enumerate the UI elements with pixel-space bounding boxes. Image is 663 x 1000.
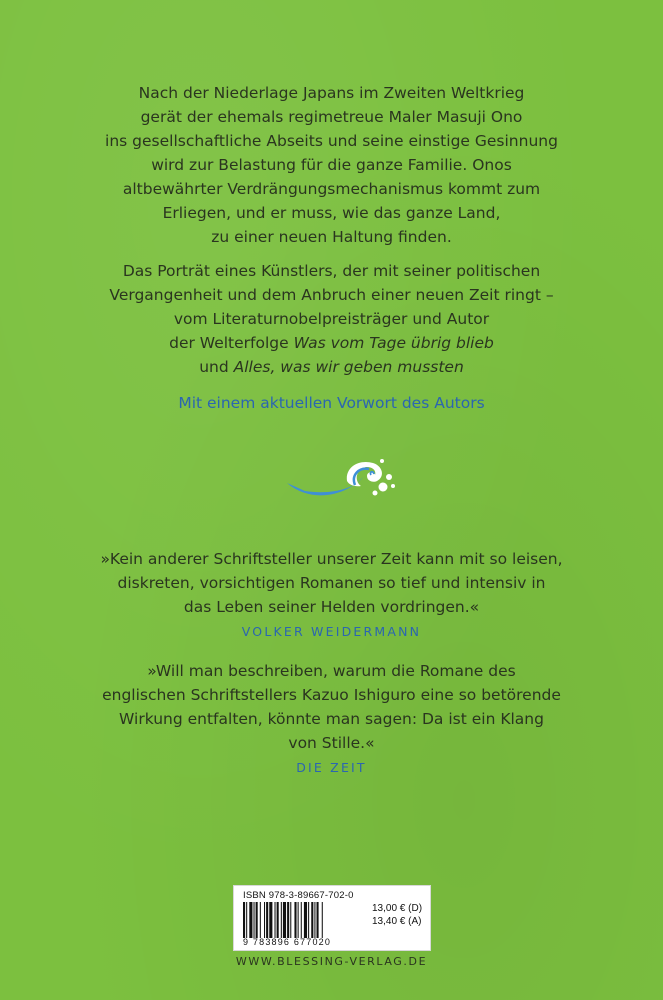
quote-line: »Will man beschreiben, warum die Romane des	[147, 662, 516, 680]
barcode-bar	[266, 902, 268, 938]
quote-line: das Leben seiner Helden vordringen.«	[183, 598, 480, 616]
barcode-bar	[322, 902, 323, 938]
blurb-line: Nach der Niederlage Japans im Zweiten Weltkrieg	[138, 84, 525, 102]
barcode-bar	[275, 902, 276, 938]
barcode-bar	[277, 902, 279, 938]
barcode-bar	[317, 902, 319, 938]
book-title: Was vom Tage übrig blieb	[293, 334, 494, 352]
review-quote-2	[40, 659, 623, 779]
barcode-bar	[314, 902, 315, 938]
quote-line: Wirkung entfalten, könnte man sagen: Da ist ein Klang	[119, 710, 544, 728]
barcode-bar	[269, 902, 272, 938]
blurb-line: Erliegen, und er muss, wie das ganze Land,	[162, 204, 501, 222]
blurb-line: altbewährter Verdrängungsmechanismus kommt zum	[122, 180, 541, 198]
blurb-paragraph-1	[40, 81, 623, 249]
blurb-text: und	[199, 358, 234, 376]
barcode-bar	[254, 902, 255, 938]
price-austria: 13,40 € (A)	[372, 916, 422, 927]
quote-line: diskreten, vorsichtigen Romanen so tief und intensiv in	[117, 574, 546, 592]
barcode-bar	[301, 902, 302, 938]
barcode-bars	[243, 902, 370, 938]
quote-author: VOLKER WEIDERMANN	[241, 624, 422, 639]
price-block	[372, 902, 422, 928]
price-germany: 13,00 € (D)	[372, 903, 423, 914]
quote-line: »Kein anderer Schriftsteller unserer Zeit kann mit so leisen,	[100, 550, 563, 568]
publisher-url[interactable]: WWW.BLESSING-VERLAG.DE	[235, 955, 428, 968]
wave-icon	[285, 455, 400, 505]
review-quote-1	[40, 547, 623, 643]
book-title: Alles, was wir geben mussten	[233, 358, 464, 376]
blurb-line: Das Porträt eines Künstlers, der mit seiner politischen	[122, 262, 541, 280]
barcode-bar	[304, 902, 307, 938]
barcode-bar	[249, 902, 252, 938]
barcode-bar	[283, 902, 286, 938]
barcode-bar	[256, 902, 258, 938]
quote-author: DIE ZEIT	[296, 760, 367, 775]
blurb-text: der Welterfolge	[169, 334, 294, 352]
barcode-bar	[294, 902, 296, 938]
quote-line: englischen Schriftstellers Kazuo Ishiguro eine so betörende	[102, 686, 561, 704]
barcode-bar	[287, 902, 289, 938]
blurb-line: wird zur Belastung für die ganze Familie. Onos	[151, 156, 512, 174]
isbn-text: ISBN 978-3-89667-702-0	[243, 890, 354, 901]
blurb-line: ins gesellschaftliche Abseits und seine einstige Gesinnung	[105, 132, 558, 150]
barcode-bar	[243, 902, 245, 938]
barcode-bar	[298, 902, 299, 938]
foreword-note: Mit einem aktuellen Vorwort des Autors	[178, 394, 485, 412]
blurb-line: zu einer neuen Haltung finden.	[211, 228, 452, 246]
barcode-bar	[290, 902, 291, 938]
blurb-paragraph-2	[40, 259, 623, 379]
barcode-digits: 9 783896 677020	[243, 937, 332, 947]
barcode-bar	[281, 902, 282, 938]
blurb-line: gerät der ehemals regimetreue Maler Masuji Ono	[140, 108, 523, 126]
barcode-bar	[260, 902, 261, 938]
blurb-line: vom Literaturnobelpreisträger und Autor	[173, 310, 490, 328]
blurb-line	[40, 331, 623, 355]
barcode-bar	[308, 902, 309, 938]
barcode-label	[233, 885, 431, 951]
blurb-line: Vergangenheit und dem Anbruch einer neuen Zeit ringt –	[109, 286, 554, 304]
quote-line: von Stille.«	[288, 734, 375, 752]
barcode-bar	[311, 902, 313, 938]
blurb-line	[40, 355, 623, 379]
barcode-bar	[246, 902, 247, 938]
barcode-bar	[264, 902, 265, 938]
